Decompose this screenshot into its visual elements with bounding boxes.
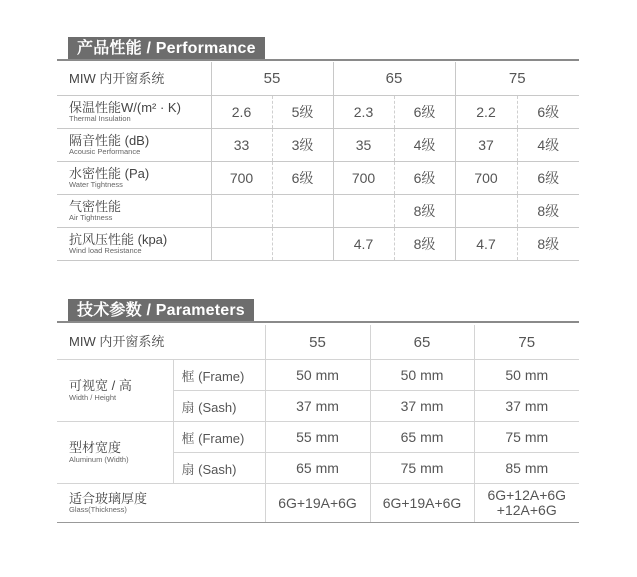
table-cell: 55 mm bbox=[265, 422, 370, 453]
table-cell: 4级 bbox=[517, 129, 579, 162]
table-cell: 8级 bbox=[394, 195, 455, 228]
table-cell bbox=[455, 195, 517, 228]
table-cell: 700 bbox=[211, 162, 272, 195]
table-cell: 33 bbox=[211, 129, 272, 162]
table-row bbox=[57, 484, 579, 523]
performance-title: 产品性能 / Performance bbox=[68, 37, 265, 61]
table-cell: 700 bbox=[455, 162, 517, 195]
table-cell: 37 mm bbox=[265, 391, 370, 422]
performance-header-row bbox=[57, 62, 579, 96]
table-cell: 75 mm bbox=[474, 422, 579, 453]
table-cell: 6级 bbox=[517, 96, 579, 129]
parameters-table bbox=[57, 325, 579, 523]
table-cell bbox=[272, 195, 333, 228]
sub-label-sash: 扇 (Sash) bbox=[173, 453, 265, 484]
parameters-series-75: 75 bbox=[474, 325, 579, 360]
table-row bbox=[57, 129, 579, 162]
sub-label-frame: 框 (Frame) bbox=[173, 360, 265, 391]
table-cell: 50 mm bbox=[474, 360, 579, 391]
table-cell: 85 mm bbox=[474, 453, 579, 484]
table-cell: 8级 bbox=[517, 228, 579, 261]
table-cell: 6G+19A+6G bbox=[265, 484, 370, 523]
table-row bbox=[57, 360, 579, 391]
row-label: 抗风压性能 (kpa) Wind load Resistance bbox=[57, 228, 211, 261]
row-label: 气密性能 Air Tightness bbox=[57, 195, 211, 228]
table-cell: 5级 bbox=[272, 96, 333, 129]
table-cell: 75 mm bbox=[370, 453, 474, 484]
table-cell: 6级 bbox=[517, 162, 579, 195]
row-label: 隔音性能 (dB) Acousic Performance bbox=[57, 129, 211, 162]
table-cell: 50 mm bbox=[370, 360, 474, 391]
table-cell: 8级 bbox=[517, 195, 579, 228]
table-cell: 37 bbox=[455, 129, 517, 162]
table-cell: 65 mm bbox=[265, 453, 370, 484]
table-cell: 3级 bbox=[272, 129, 333, 162]
table-cell bbox=[211, 195, 272, 228]
table-row bbox=[57, 228, 579, 261]
table-cell: 4.7 bbox=[455, 228, 517, 261]
table-cell: 6级 bbox=[394, 96, 455, 129]
sub-label-frame: 框 (Frame) bbox=[173, 422, 265, 453]
table-cell: 2.6 bbox=[211, 96, 272, 129]
table-cell: 6G+19A+6G bbox=[370, 484, 474, 523]
row-label: 水密性能 (Pa) Water Tightness bbox=[57, 162, 211, 195]
table-row bbox=[57, 195, 579, 228]
table-cell: 2.2 bbox=[455, 96, 517, 129]
performance-series-55: 55 bbox=[211, 62, 333, 96]
table-cell: 50 mm bbox=[265, 360, 370, 391]
group-label-aluminum-width: 型材宽度 Aluminum (Width) bbox=[57, 422, 173, 484]
row-label: 保温性能W/(m² · K) Thermal Insulation bbox=[57, 96, 211, 129]
group-label-width-height: 可视宽 / 高 Width / Height bbox=[57, 360, 173, 422]
table-cell: 4.7 bbox=[333, 228, 394, 261]
parameters-header-row bbox=[57, 325, 579, 360]
table-row bbox=[57, 422, 579, 453]
table-cell: 37 mm bbox=[370, 391, 474, 422]
table-cell: 6级 bbox=[272, 162, 333, 195]
table-cell: 700 bbox=[333, 162, 394, 195]
parameters-title-rule bbox=[57, 321, 579, 323]
table-cell bbox=[333, 195, 394, 228]
performance-system-label: MIW 内开窗系统 bbox=[57, 62, 211, 96]
table-row bbox=[57, 162, 579, 195]
performance-series-75: 75 bbox=[455, 62, 579, 96]
performance-table bbox=[57, 62, 579, 261]
performance-title-rule bbox=[57, 59, 579, 61]
table-cell: 65 mm bbox=[370, 422, 474, 453]
parameters-series-55: 55 bbox=[265, 325, 370, 360]
table-cell bbox=[211, 228, 272, 261]
table-cell: 4级 bbox=[394, 129, 455, 162]
table-row bbox=[57, 96, 579, 129]
table-cell: 6G+12A+6G +12A+6G bbox=[474, 484, 579, 523]
parameters-series-65: 65 bbox=[370, 325, 474, 360]
glass-thickness-label: 适合玻璃厚度 Glass(Thickness) bbox=[57, 484, 265, 523]
table-cell: 2.3 bbox=[333, 96, 394, 129]
sub-label-sash: 扇 (Sash) bbox=[173, 391, 265, 422]
table-cell: 35 bbox=[333, 129, 394, 162]
performance-series-65: 65 bbox=[333, 62, 455, 96]
parameters-title: 技术参数 / Parameters bbox=[68, 299, 254, 323]
table-cell: 6级 bbox=[394, 162, 455, 195]
table-cell bbox=[272, 228, 333, 261]
table-cell: 37 mm bbox=[474, 391, 579, 422]
parameters-system-label: MIW 内开窗系统 bbox=[57, 325, 265, 360]
table-cell: 8级 bbox=[394, 228, 455, 261]
